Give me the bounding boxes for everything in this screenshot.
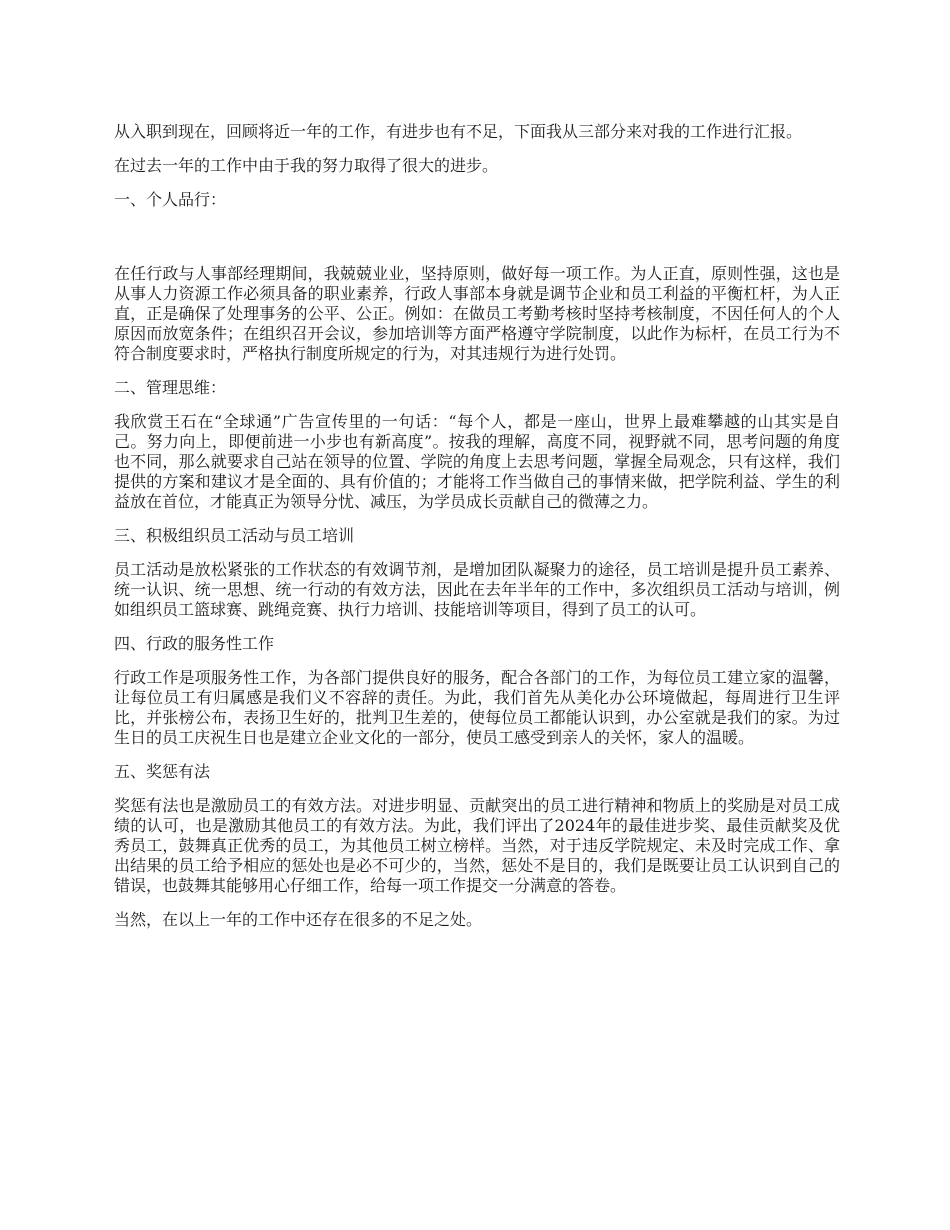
section-heading-admin-service: 四、行政的服务性工作 bbox=[114, 634, 275, 653]
section-body-rewards-penalties: 奖惩有法也是激励员工的有效方法。对进步明显、贡献突出的员工进行精神和物质上的奖励是对员工成绩的认可，也是激励其他员工的有效方法。为此，我们评出了2024年的最佳进步奖、最佳贡献奖及优秀员工，鼓舞真正优秀的员工，为其他员工树立榜样。当然，对于违反学院规定、未及时完成工作、拿出结果的员工给予相应的惩处也是必不可少的，当然，惩处不是目的，我们是既要让员工认识到自己的错误，也鼓舞其能够用心仔细工作，给每一项工作提交一分满意的答卷。 bbox=[114, 796, 840, 895]
progress-paragraph: 在过去一年的工作中由于我的努力取得了很大的进步。 bbox=[114, 156, 499, 175]
section-heading-staff-activities: 三、积极组织员工活动与员工培训 bbox=[114, 526, 355, 545]
section-body-staff-activities: 员工活动是放松紧张的工作状态的有效调节剂，是增加团队凝聚力的途径，员工培训是提升员工素养、统一认识、统一思想、统一行动的有效方法，因此在去年半年的工作中，多次组织员工活动与培训，例如组织员工篮球赛、跳绳竞赛、执行力培训、技能培训等项目，得到了员工的认可。 bbox=[114, 560, 840, 619]
intro-paragraph: 从入职到现在，回顾将近一年的工作，有进步也有不足，下面我从三部分来对我的工作进行汇报。 bbox=[114, 122, 803, 141]
section-heading-rewards-penalties: 五、奖惩有法 bbox=[114, 762, 211, 781]
closing-paragraph: 当然，在以上一年的工作中还存在很多的不足之处。 bbox=[114, 910, 483, 929]
section-body-management-thinking: 我欣赏王石在“全球通”广告宣传里的一句话：“每个人，都是一座山，世界上最难攀越的山其实是自己。努力向上，即便前进一小步也有新高度”。按我的理解，高度不同，视野就不同，思考问题的角度也不同，那么就要求自己站在领导的位置、学院的角度上去思考问题，掌握全局观念，只有这样，我们提供的方案和建议才是全面的、具有价值的；才能将工作当做自己的事情来做，把学院利益、学生的利益放在首位，才能真正为领导分忧、减压，为学员成长贡献自己的微薄之力。 bbox=[114, 412, 840, 511]
section-body-personal-conduct: 在任行政与人事部经理期间，我兢兢业业，坚持原则，做好每一项工作。为人正直，原则性强，这也是从事人力资源工作必须具备的职业素养，行政人事部本身就是调节企业和员工利益的平衡杠杆，为人正直，正是确保了处理事务的公平、公正。例如：在做员工考勤考核时坚持考核制度，不因任何人的个人原因而放宽条件；在组织召开会议，参加培训等方面严格遵守学院制度，以此作为标杆，在员工行为不符合制度要求时，严格执行制度所规定的行为，对其违规行为进行处罚。 bbox=[114, 264, 840, 363]
section-body-admin-service: 行政工作是项服务性工作，为各部门提供良好的服务，配合各部门的工作，为每位员工建立家的温馨，让每位员工有归属感是我们义不容辞的责任。为此，我们首先从美化办公环境做起，每周进行卫生评比，并张榜公布，表扬卫生好的，批判卫生差的，使每位员工都能认识到，办公室就是我们的家。为过生日的员工庆祝生日也是建立企业文化的一部分，使员工感受到亲人的关怀，家人的温暖。 bbox=[114, 668, 840, 747]
section-heading-personal-conduct: 一、个人品行： bbox=[114, 190, 227, 209]
document-page bbox=[114, 122, 840, 944]
section-heading-management-thinking: 二、管理思维： bbox=[114, 378, 227, 397]
blank-spacer bbox=[114, 224, 840, 264]
